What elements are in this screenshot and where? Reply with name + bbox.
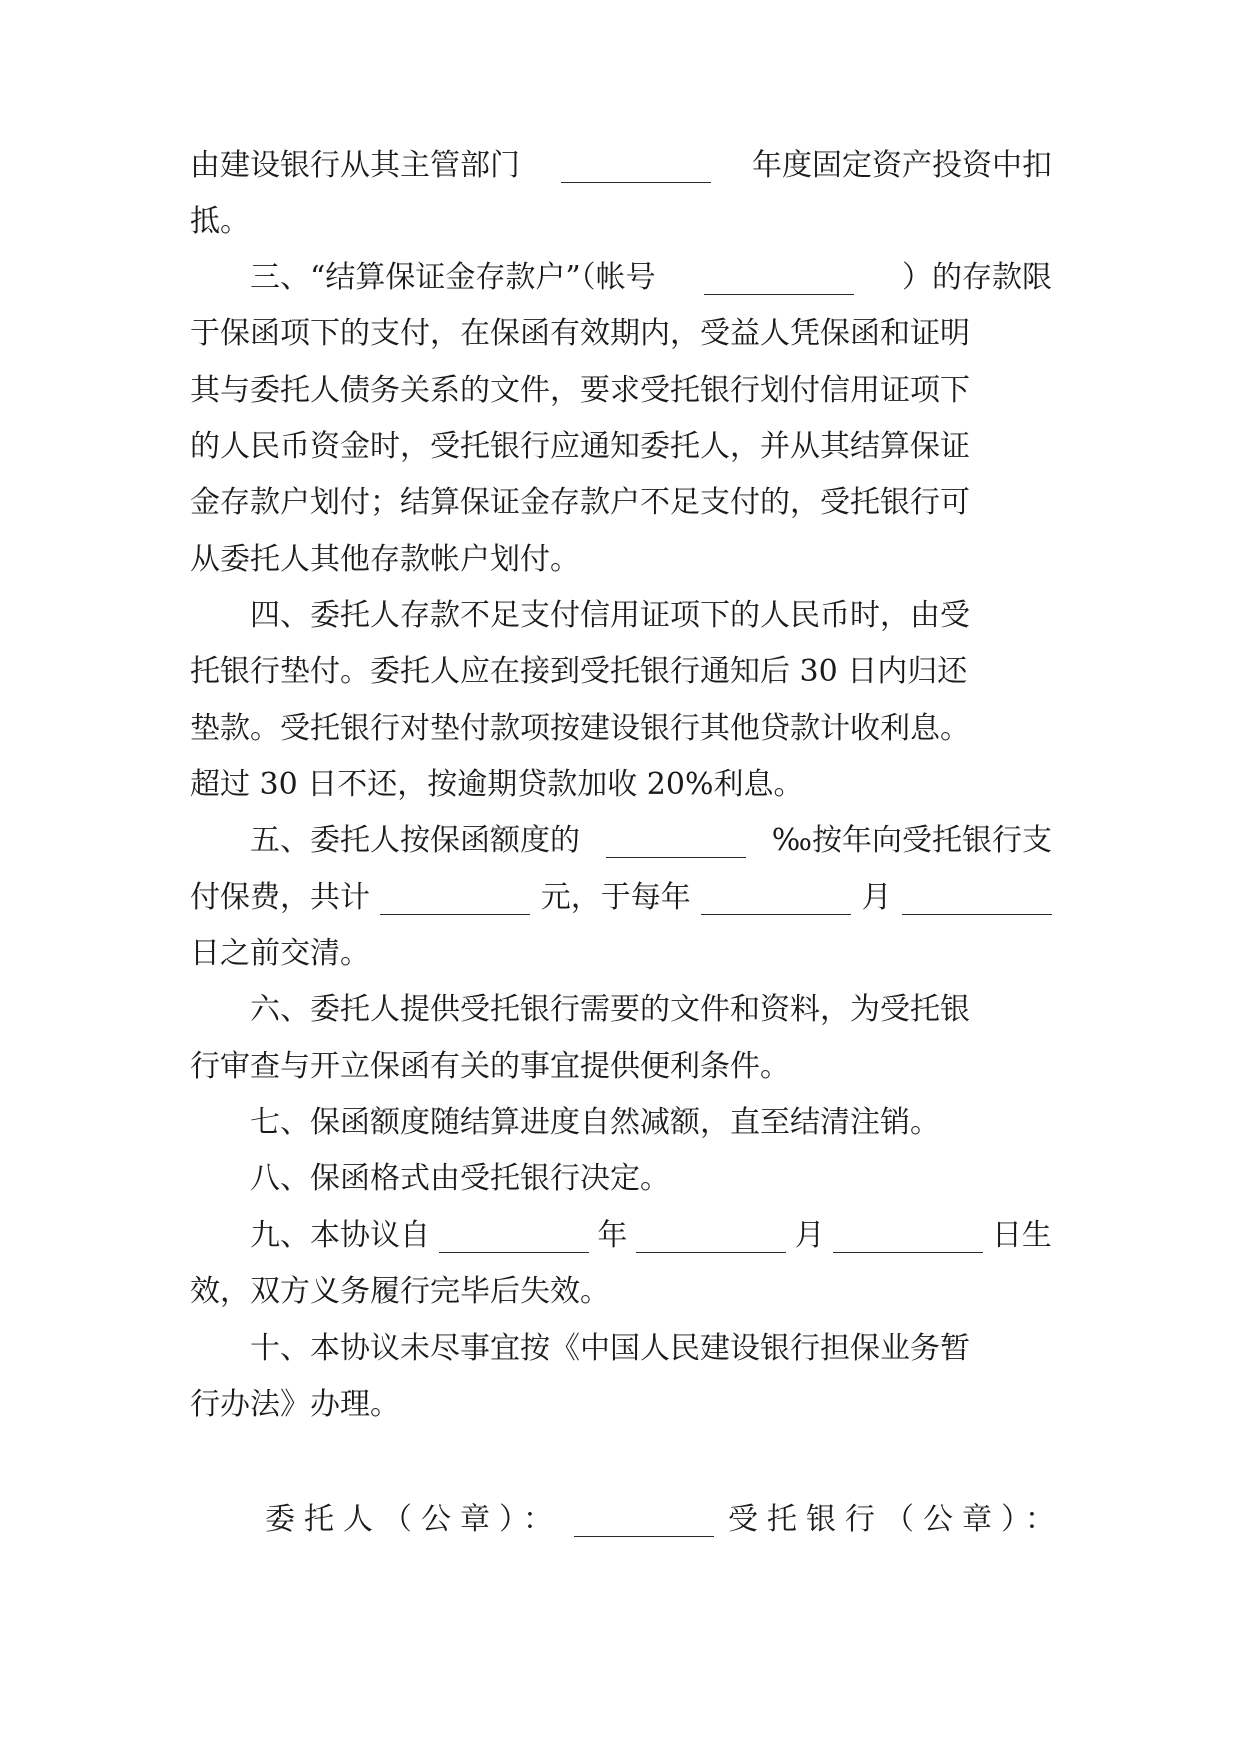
text-segment: 元，于每年 <box>540 880 691 915</box>
text-segment: ）的存款限 <box>902 260 1052 295</box>
clause-4-line-1 <box>250 591 1052 641</box>
principal-seal-label: 委托人（公章）： <box>265 1502 562 1537</box>
text-segment: 六、委托人提供受托银行需要的文件和资料，为受托银 <box>250 992 970 1027</box>
clause-6-line-1 <box>250 985 1052 1035</box>
text-segment: 超过 30 日不还，按逾期贷款加收 20%利息。 <box>190 767 804 802</box>
text-segment: 八、保函格式由受托银行决定。 <box>250 1161 670 1196</box>
text-segment: 十、本协议未尽事宜按《中国人民建设银行担保业务暂 <box>250 1331 970 1366</box>
clause-2-line-1 <box>190 141 1052 191</box>
text-segment: 三、“结算保证金存款户”（帐号 <box>250 260 656 295</box>
clause-10-line-2 <box>190 1380 1052 1430</box>
text-segment: 九、本协议自 <box>250 1218 430 1253</box>
clause-3-line-6 <box>190 535 1052 585</box>
clause-4-line-2 <box>190 647 1052 697</box>
text-segment: 于保函项下的支付，在保函有效期内，受益人凭保函和证明 <box>190 316 970 351</box>
blank-day-field[interactable] <box>902 882 1052 915</box>
text-segment: 其与委托人债务关系的文件，要求受托银行划付信用证项下 <box>190 373 970 408</box>
text-segment: 金存款户划付；结算保证金存款户不足支付的，受托银行可 <box>190 485 970 520</box>
principal-seal-block <box>265 1495 714 1545</box>
text-segment: 四、委托人存款不足支付信用证项下的人民币时，由受 <box>250 598 970 633</box>
blank-fee-rate-field[interactable] <box>606 825 746 858</box>
clause-3-line-2 <box>190 309 1052 359</box>
text-segment: 日生 <box>991 1218 1052 1253</box>
text-segment: 抵。 <box>190 204 250 239</box>
clause-4-line-3 <box>190 704 1052 754</box>
text-segment: 从委托人其他存款帐户划付。 <box>190 542 580 577</box>
text-segment: 行审查与开立保函有关的事宜提供便利条件。 <box>190 1049 790 1084</box>
clause-5-line-1 <box>250 816 1052 866</box>
clause-2-line-2 <box>190 197 1052 247</box>
clause-3-line-5 <box>190 478 1052 528</box>
text-segment: 七、保函额度随结算进度自然减额，直至结清注销。 <box>250 1105 940 1140</box>
text-segment: 的人民币资金时，受托银行应通知委托人，并从其结算保证 <box>190 429 970 464</box>
clause-7 <box>250 1098 1052 1148</box>
text-segment: 年 <box>597 1218 628 1253</box>
blank-effective-year-field[interactable] <box>439 1220 589 1253</box>
blank-month-field[interactable] <box>701 882 851 915</box>
text-segment: 效，双方义务履行完毕后失效。 <box>190 1274 610 1309</box>
clause-6-line-2 <box>190 1042 1052 1092</box>
text-segment: 月 <box>861 880 892 915</box>
clause-3-line-3 <box>190 366 1052 416</box>
blank-effective-month-field[interactable] <box>636 1220 786 1253</box>
text-segment: 由建设银行从其主管部门 <box>190 148 520 183</box>
text-segment: 月 <box>794 1218 825 1253</box>
text-segment: 五、委托人按保函额度的 <box>250 823 580 858</box>
blank-account-number-field[interactable] <box>704 262 854 295</box>
clause-5-line-2 <box>190 873 1052 923</box>
clause-3-line-4 <box>190 422 1052 472</box>
text-segment: 年度固定资产投资中扣 <box>752 148 1052 183</box>
text-segment: 托银行垫付。委托人应在接到受托银行通知后 30 日内归还 <box>190 654 968 689</box>
clause-5-line-3 <box>190 929 1052 979</box>
text-segment: 付保费，共计 <box>190 880 370 915</box>
bank-seal-block <box>728 1495 1064 1545</box>
clause-9-line-2 <box>190 1267 1052 1317</box>
clause-10-line-1 <box>250 1324 1052 1374</box>
clause-8 <box>250 1154 1052 1204</box>
bank-seal-label: 受托银行（公章）： <box>728 1502 1064 1537</box>
blank-fee-amount-field[interactable] <box>380 882 530 915</box>
blank-year-field[interactable] <box>561 150 711 183</box>
text-segment: ‰按年向受托银行支 <box>771 823 1052 858</box>
clause-3-line-1 <box>250 253 1052 303</box>
text-segment: 垫款。受托银行对垫付款项按建设银行其他贷款计收利息。 <box>190 711 970 746</box>
text-segment: 日之前交清。 <box>190 936 370 971</box>
principal-seal-field[interactable] <box>574 1504 714 1537</box>
clause-4-line-4 <box>190 760 1052 810</box>
text-segment: 行办法》办理。 <box>190 1387 400 1422</box>
clause-9-line-1 <box>250 1211 1052 1261</box>
blank-effective-day-field[interactable] <box>833 1220 983 1253</box>
